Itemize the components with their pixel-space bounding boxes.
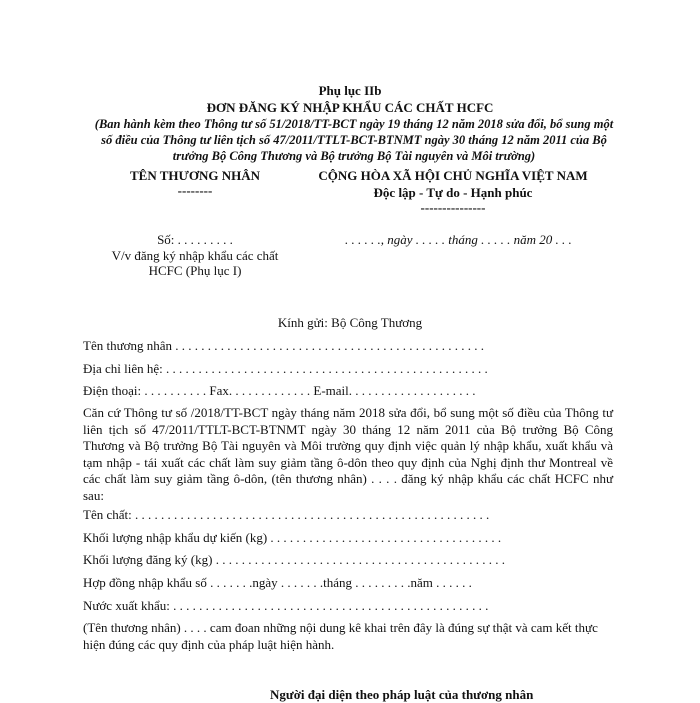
appendix-label: Phụ lục IIb	[318, 83, 382, 98]
commitment-paragraph: (Tên thương nhân) . . . . cam đoan những nội dung kê khai trên đây là đúng sự thật và cam kết thực hiện đúng các quy định của pháp luật hiện hành.	[83, 620, 598, 652]
organization-rule: --------	[177, 183, 213, 198]
expected-volume-field: Khối lượng nhập khẩu dự kiến (kg) . . . . . . . . . . . . . . . . . . . . . . . . . . . . . . . . . . . .	[83, 530, 502, 545]
export-country-field: Nước xuất khẩu: . . . . . . . . . . . . . . . . . . . . . . . . . . . . . . . . . . . . . . . . . . . . . . . . .	[83, 598, 489, 613]
subject-line-2: HCFC (Phụ lục I)	[148, 263, 242, 278]
document-number: Số: . . . . . . . . .	[157, 232, 233, 247]
recipient: Kính gửi: Bộ Công Thương	[277, 315, 423, 330]
trader-name-field: Tên thương nhân . . . . . . . . . . . . . . . . . . . . . . . . . . . . . . . . . . . . . . . . . . . . . . . .	[83, 338, 485, 353]
substance-name-field: Tên chất: . . . . . . . . . . . . . . . . . . . . . . . . . . . . . . . . . . . . . . . . . . . . . . . . . . . . . . .	[83, 507, 490, 522]
registered-volume-field: Khối lượng đăng ký (kg) . . . . . . . . . . . . . . . . . . . . . . . . . . . . . . . . . . . . . . . . . . . . .	[83, 552, 505, 567]
signature-title: Người đại diện theo pháp luật của thương nhân	[270, 687, 534, 702]
motto-rule: ---------------	[420, 200, 486, 215]
contact-field: Điện thoại: . . . . . . . . . . Fax. . . . . . . . . . . . . E-mail. . . . . . . . . . . . . . . . . . . .	[83, 383, 476, 398]
document-title: ĐƠN ĐĂNG KÝ NHẬP KHẨU CÁC CHẤT HCFC	[206, 100, 494, 115]
date-line: . . . . . ., ngày . . . . . tháng . . . . . năm 20 . . .	[345, 232, 572, 247]
issuance-note: (Ban hành kèm theo Thông tư số 51/2018/TT-BCT ngày 19 tháng 12 năm 2018 sửa đổi, bổ sung một số điều của Thông tư liên tịch số 47/2011/TTLT-BCT-BTNMT ngày 30 tháng 12 năm 2011 của Bộ trưởng Bộ Công Thương và Bộ trưởng Bộ Tài nguyên và Môi trường)	[94, 117, 614, 163]
address-field: Địa chỉ liên hệ: . . . . . . . . . . . . . . . . . . . . . . . . . . . . . . . . . . . . . . . . . . . . . . . . . .	[83, 361, 488, 376]
national-motto: Độc lập - Tự do - Hạnh phúc	[373, 185, 533, 200]
organization-name: TÊN THƯƠNG NHÂN	[129, 168, 260, 183]
subject-line-1: V/v đăng ký nhập khẩu các chất	[111, 248, 279, 263]
contract-field: Hợp đồng nhập khẩu số . . . . . . .ngày . . . . . . .tháng . . . . . . . . .năm . . . . . .	[83, 575, 472, 590]
legal-basis-paragraph: Căn cứ Thông tư số /2018/TT-BCT ngày tháng năm 2018 sửa đổi, bổ sung một số điều của Thông tư liên tịch số 47/2011/TTLT-BCT-BTNMT ngày 30 tháng 12 năm 2011 của Bộ trưởng Bộ Công Thương và Bộ trưởng Bộ Tài nguyên và Môi trường quy định việc quản lý nhập khẩu, xuất khẩu và tạm nhập - tái xuất các chất làm suy giảm tầng ô-dôn theo quy định của Nghị định thư Montreal về các chất làm suy giảm tầng ô-dôn, (tên thương nhân) . . . . đăng ký nhập khẩu các chất HCFC như sau:	[83, 405, 613, 503]
country-name: CỘNG HÒA XÃ HỘI CHỦ NGHĨA VIỆT NAM	[318, 168, 588, 183]
